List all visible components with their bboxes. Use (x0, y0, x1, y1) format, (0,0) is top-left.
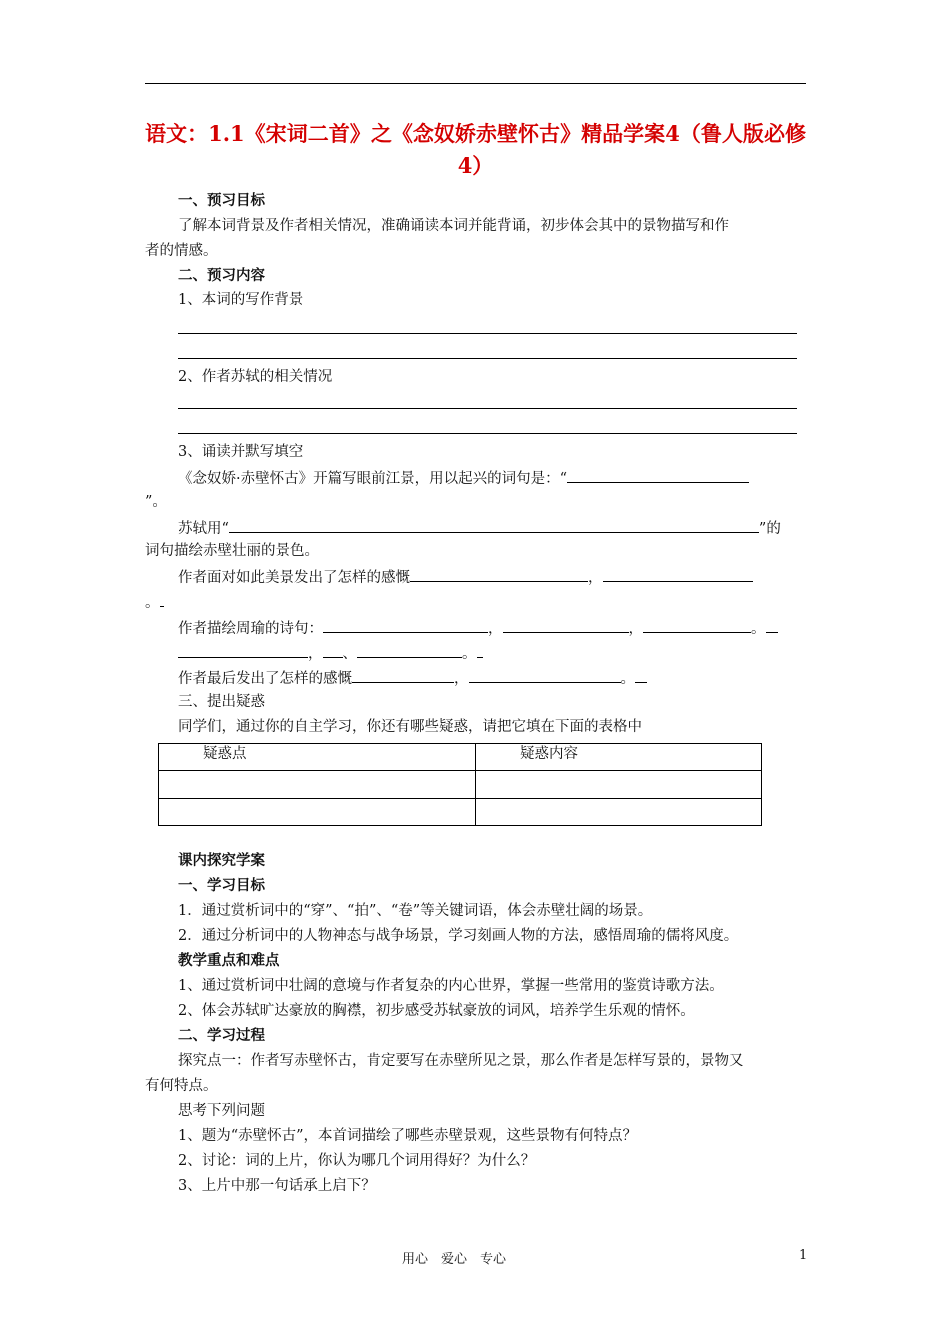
fill-prompt: 《念奴娇·赤壁怀古》开篇写眼前江景，用以起兴的词句是：“ (178, 471, 568, 487)
fill-blank[interactable] (469, 667, 621, 683)
page-title: 语文：1.1《宋词二首》之《念奴娇赤壁怀古》精品学案4（鲁人版必修4） (145, 121, 806, 178)
questions-instruction: 同学们，通过你的自主学习，你还有哪些疑惑，请把它填在下面的表格中 (178, 719, 642, 735)
question-3: 3、上片中那一句话承上启下？ (178, 1178, 376, 1194)
fill-blank[interactable] (357, 642, 462, 658)
section-heading-learning-goals: 一、学习目标 (178, 877, 265, 894)
fill-blank[interactable] (323, 617, 488, 633)
learning-goal-1: 1．通过赏析词中的“穿”、“拍”、“卷”等关键词语，体会赤壁壮阔的场景。 (178, 903, 653, 919)
question-1: 1、题为“赤壁怀古”，本首词描绘了哪些赤壁景观，这些景物有何特点？ (178, 1128, 638, 1144)
explore-point-line1: 探究点一：作者写赤壁怀古，肯定要写在赤壁所见之景，那么作者是怎样写景的，景物又 (178, 1053, 744, 1069)
footer-motto: 用心 爱心 专心 (402, 1252, 507, 1267)
fill-question-opening (178, 467, 749, 489)
fill-suffix: ”的 (758, 521, 781, 537)
fill-blank[interactable] (477, 642, 483, 658)
fill-blank[interactable] (603, 566, 753, 582)
fill-prompt: 作者面对如此美景发出了怎样的感慨 (178, 570, 410, 586)
fill-blank[interactable] (766, 617, 778, 633)
fill-blank[interactable] (567, 467, 749, 483)
table-cell[interactable] (159, 771, 476, 798)
section-heading-process: 二、学习过程 (178, 1027, 265, 1044)
table-cell[interactable] (476, 771, 762, 798)
fill-blank[interactable] (229, 517, 759, 533)
questions-table (158, 743, 762, 826)
fill-blank[interactable] (178, 642, 308, 658)
fill-prompt: 作者描绘周瑜的诗句： (178, 621, 323, 637)
learning-goal-2: 2．通过分析词中的人物神态与战争场景，学习刻画人物的方法，感悟周瑜的儒将风度。 (178, 928, 739, 944)
think-prompt: 思考下列问题 (178, 1103, 265, 1119)
fill-prompt: 作者最后发出了怎样的感慨 (178, 671, 352, 687)
explore-point-line2: 有何特点。 (145, 1078, 218, 1094)
question-2: 2、讨论：词的上片，你认为哪几个词用得好？为什么？ (178, 1153, 536, 1169)
fill-question-final: 作者最后发出了怎样的感慨 ， 。 (178, 667, 647, 689)
table-header-row (159, 744, 762, 771)
page-number: 1 (799, 1248, 808, 1263)
fill-question-end: ”。 (145, 494, 167, 510)
section-heading-preview-content: 二、预习内容 (178, 267, 265, 284)
section-heading-questions: 三、提出疑惑 (178, 694, 265, 710)
section-heading-key-points: 教学重点和难点 (178, 952, 280, 969)
fill-blank[interactable] (503, 617, 629, 633)
fill-blank[interactable] (352, 667, 454, 683)
item-background: 1、本词的写作背景 (178, 292, 304, 308)
fill-question-sigh-end: 。 (145, 591, 164, 613)
fill-blank[interactable] (643, 617, 751, 633)
table-row (159, 771, 762, 798)
key-point-1: 1、通过赏析词中壮阔的意境与作者复杂的内心世界，掌握一些常用的鉴赏诗歌方法。 (178, 978, 724, 994)
fill-blank[interactable] (410, 566, 588, 582)
fill-question-zhouyu-line2: ， 、 。 (178, 642, 483, 664)
fill-blank[interactable] (323, 642, 343, 658)
answer-line[interactable] (178, 408, 797, 409)
goal-text-line2: 者的情感。 (145, 243, 218, 259)
item-recite: 3、诵读并默写填空 (178, 444, 304, 460)
table-cell[interactable] (159, 798, 476, 825)
answer-line[interactable] (178, 433, 797, 434)
fill-question-scenery-line2: 词句描绘赤壁壮丽的景色。 (145, 543, 319, 559)
section-heading-preview-goal: 一、预习目标 (178, 192, 265, 209)
header-rule (145, 83, 806, 84)
fill-question-scenery (178, 517, 781, 539)
answer-line[interactable] (178, 333, 797, 334)
answer-line[interactable] (178, 358, 797, 359)
key-point-2: 2、体会苏轼旷达豪放的胸襟，初步感受苏轼豪放的词风，培养学生乐观的情怀。 (178, 1003, 695, 1019)
fill-question-zhouyu: 作者描绘周瑜的诗句： ， ， 。 (178, 617, 778, 639)
table-cell[interactable] (476, 798, 762, 825)
table-header-cell: 疑惑点 (159, 744, 476, 771)
table-header-cell: 疑惑内容 (476, 744, 762, 771)
table-row (159, 798, 762, 825)
fill-prompt: 苏轼用“ (178, 521, 229, 537)
fill-blank[interactable] (635, 667, 647, 683)
inclass-heading: 课内探究学案 (178, 852, 265, 869)
goal-text-line1: 了解本词背景及作者相关情况，准确诵读本词并能背诵，初步体会其中的景物描写和作 (178, 218, 729, 234)
fill-blank[interactable] (160, 591, 164, 607)
fill-question-sigh: 作者面对如此美景发出了怎样的感慨 ， (178, 566, 753, 588)
item-author: 2、作者苏轼的相关情况 (178, 369, 333, 385)
